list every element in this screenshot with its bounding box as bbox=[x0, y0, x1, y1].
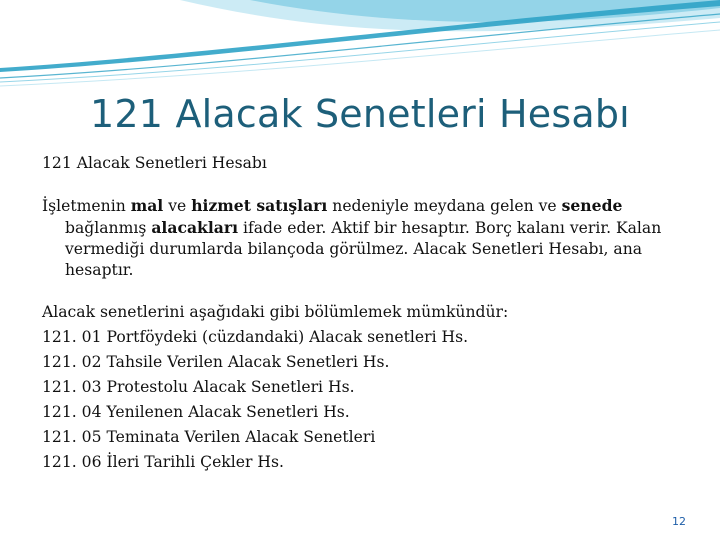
para-bold-mal: mal bbox=[130, 196, 164, 215]
para-text-1: İşletmenin bbox=[42, 197, 131, 215]
slide-subtitle: 121 Alacak Senetleri Hesabı bbox=[42, 154, 267, 172]
para-bold-alacaklari: alacakları bbox=[151, 218, 239, 237]
para-text-2: ve bbox=[163, 197, 192, 215]
para-bold-hizmet: hizmet satışları bbox=[191, 196, 328, 215]
list-item: 121. 03 Protestolu Alacak Senetleri Hs. bbox=[42, 378, 355, 396]
list-item: 121. 04 Yenilenen Alacak Senetleri Hs. bbox=[42, 403, 350, 421]
para-text-3: nedeniyle meydana gelen ve bbox=[327, 197, 562, 215]
slide-body bbox=[42, 153, 692, 477]
para-bold-senede: senede bbox=[561, 196, 623, 215]
para-text-5: ifade eder. Aktif bir hesaptır. Borç kalanı verir. Kalan vermediği durumlarda bilançoda görülmez. Alacak Senetleri Hesabı, ana hesaptır. bbox=[65, 219, 662, 279]
page-number: 12 bbox=[672, 515, 686, 528]
para-text-4: bağlanmış bbox=[65, 219, 152, 237]
list-item: 121. 02 Tahsile Verilen Alacak Senetleri Hs. bbox=[42, 353, 390, 371]
description-paragraph bbox=[42, 195, 692, 281]
decorative-wave-header bbox=[0, 0, 720, 90]
list-item: 121. 06 İleri Tarihli Çekler Hs. bbox=[42, 453, 284, 471]
list-item: 121. 05 Teminata Verilen Alacak Senetleri bbox=[42, 428, 376, 446]
account-list bbox=[42, 302, 692, 473]
list-item: 121. 01 Portföydeki (cüzdandaki) Alacak senetleri Hs. bbox=[42, 328, 469, 346]
list-intro: Alacak senetlerini aşağıdaki gibi bölümlemek mümkündür: bbox=[42, 303, 509, 321]
slide-title: 121 Alacak Senetleri Hesabı bbox=[90, 92, 630, 136]
